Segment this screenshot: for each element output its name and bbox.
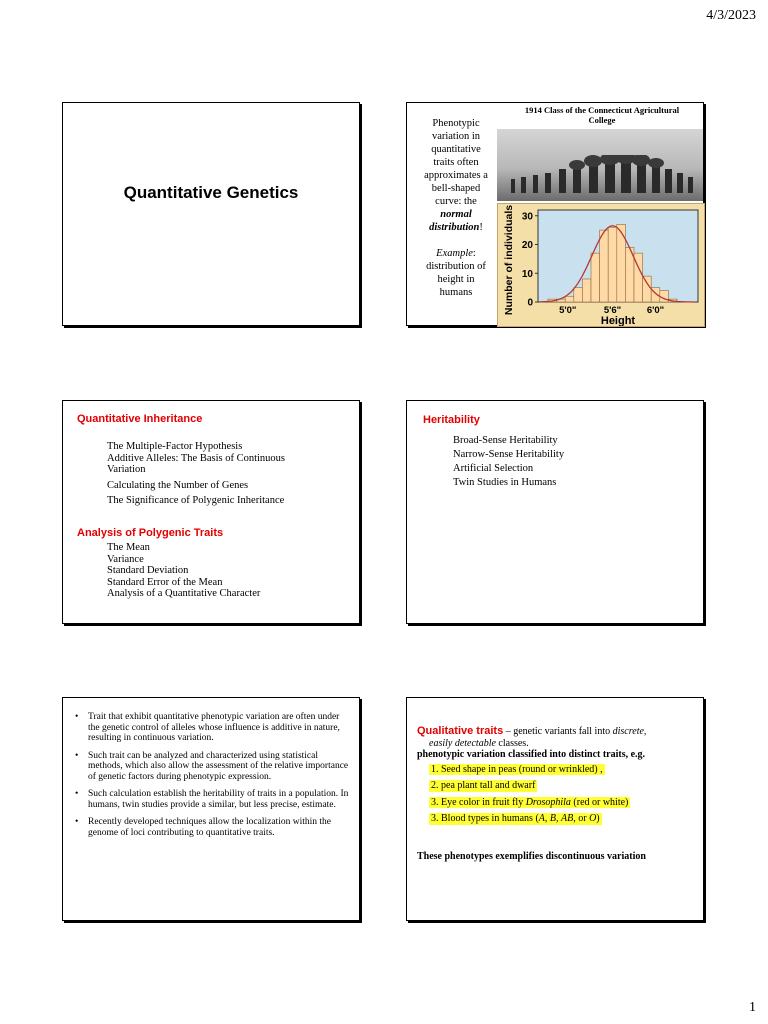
x-tick-label: 6'0"	[646, 305, 665, 316]
list-item: Standard Deviation	[107, 565, 189, 576]
polygenic-analysis-list	[107, 542, 260, 600]
heritability-list	[453, 434, 564, 490]
blood-type: AB	[561, 813, 574, 824]
bullet-item: • Recently developed techniques allow the localization within the genome of loci contributing to quantitative traits.	[75, 817, 351, 838]
example-word: Example	[436, 248, 473, 259]
x-tick-label: 5'0"	[559, 305, 577, 316]
list-item: The Multiple-Factor Hypothesis	[107, 441, 243, 452]
y-tick-label: 0	[527, 297, 533, 309]
print-date: 4/3/2023	[706, 8, 756, 23]
slide-2-description	[413, 117, 499, 299]
text-line: bell-shaped	[431, 183, 481, 194]
text: ,	[556, 813, 561, 824]
text-line: traits often	[433, 157, 479, 168]
photo-caption-line-1: 1914 Class of the Connecticut Agricultural	[524, 105, 680, 115]
slide-4	[406, 400, 704, 624]
list-item: Variation	[107, 464, 146, 475]
heading-quantitative-inheritance: Quantitative Inheritance	[77, 413, 203, 425]
text: 3. Eye color in fruit fly	[431, 796, 526, 808]
page-number: 1	[749, 1000, 756, 1015]
text-line: humans	[439, 287, 473, 298]
text-line: curve: the	[435, 196, 477, 207]
list-item: Twin Studies in Humans	[453, 477, 557, 488]
text-line: approximates a	[424, 170, 488, 181]
text: (red or white)	[570, 796, 629, 808]
example-item-2: 2. pea plant tall and dwarf	[431, 780, 536, 791]
text: )	[596, 813, 600, 824]
classes-text: classes.	[495, 737, 529, 749]
quantitative-inheritance-list	[107, 441, 285, 507]
easily-detectable-text: easily detectable	[429, 737, 496, 749]
bullet-item: • Trait that exhibit quantitative phenotypic variation are often under the genetic control of alleles whose influence is additive in nature, resulting in continuous variation.	[75, 712, 351, 744]
bullet-item: • Such calculation establish the heritability of traits in a population. In humans, twin studies provide a similar, but less precise, estimate.	[75, 789, 351, 810]
example-item-1: 1. Seed shape in peas (round or wrinkled) ,	[431, 763, 603, 775]
slide-title: Quantitative Genetics	[123, 183, 299, 202]
y-axis-label: Number of individuals	[503, 204, 515, 316]
histogram-bar	[643, 276, 652, 302]
bullet-item: • Such trait can be analyzed and characterized using statistical methods, which also allow the assessment of the relative importance of genetic factors during phenotypic expression.	[75, 751, 351, 783]
exclaim: !	[479, 222, 483, 233]
x-tick-label: 5'6"	[603, 305, 622, 316]
slide-6	[406, 697, 704, 921]
intro-text: – genetic variants fall into	[503, 726, 613, 737]
list-item: Additive Alleles: The Basis of Continuous	[107, 452, 286, 464]
text-line: quantitative	[431, 144, 481, 155]
text-line: height in	[437, 274, 475, 285]
conclusion-line: These phenotypes exemplifies discontinuous variation	[417, 850, 646, 862]
histogram-bar	[565, 296, 574, 302]
list-item: Narrow-Sense Heritability	[453, 449, 565, 460]
list-item: Broad-Sense Heritability	[453, 435, 558, 446]
discrete-word: discrete,	[612, 726, 647, 737]
list-item: Artificial Selection	[453, 463, 534, 474]
blood-type: A	[538, 813, 545, 824]
text-line: distribution of	[426, 261, 486, 272]
slide-1	[62, 102, 360, 326]
text-line: Phenotypic	[432, 118, 480, 129]
example-item-3	[429, 797, 630, 809]
heading-qualitative-traits: Qualitative traits	[417, 725, 504, 737]
y-tick-label: 20	[521, 240, 533, 251]
list-item: Analysis of a Quantitative Character	[107, 588, 261, 599]
species-name: Drosophila	[525, 796, 571, 808]
height-histogram	[497, 203, 705, 327]
list-item: The Significance of Polygenic Inheritance	[107, 495, 285, 506]
slide-3	[62, 400, 360, 624]
distribution-word: distribution	[429, 222, 480, 233]
histogram-bar	[591, 253, 600, 302]
list-item: The Mean	[107, 542, 150, 553]
class-photo	[497, 129, 703, 201]
histogram-svg	[498, 204, 704, 326]
list-item: Variance	[107, 553, 144, 565]
photo-caption	[502, 105, 702, 125]
slide-5	[62, 697, 360, 921]
example-item-4	[429, 813, 602, 825]
histogram-bar	[608, 227, 617, 302]
histogram-bar	[600, 230, 609, 302]
bullet-list	[75, 712, 351, 845]
y-tick-label: 30	[521, 211, 533, 223]
histogram-bar	[582, 279, 591, 302]
list-item: Standard Error of the Mean	[107, 576, 223, 588]
blood-type: O	[589, 813, 597, 824]
colon: :	[472, 248, 476, 259]
histogram-bar	[574, 288, 583, 302]
photo-caption-line-2: College	[588, 115, 616, 125]
normal-word: normal	[440, 209, 472, 220]
slide-2	[406, 102, 704, 326]
text: 3. Blood types in humans (	[431, 813, 539, 824]
heading-analysis-polygenic: Analysis of Polygenic Traits	[77, 527, 224, 539]
text: , or	[573, 813, 590, 824]
text: ,	[544, 813, 550, 824]
blood-type: B	[549, 813, 556, 824]
qualitative-examples-list	[429, 763, 699, 826]
list-item: Calculating the Number of Genes	[107, 479, 249, 491]
classification-line: phenotypic variation classified into distinct traits, e.g.	[417, 749, 646, 760]
text-line: variation in	[431, 131, 481, 142]
x-axis-label: Height	[600, 315, 636, 326]
qualitative-traits-content	[417, 726, 699, 862]
y-tick-label: 10	[521, 268, 533, 280]
heading-heritability: Heritability	[423, 414, 480, 426]
